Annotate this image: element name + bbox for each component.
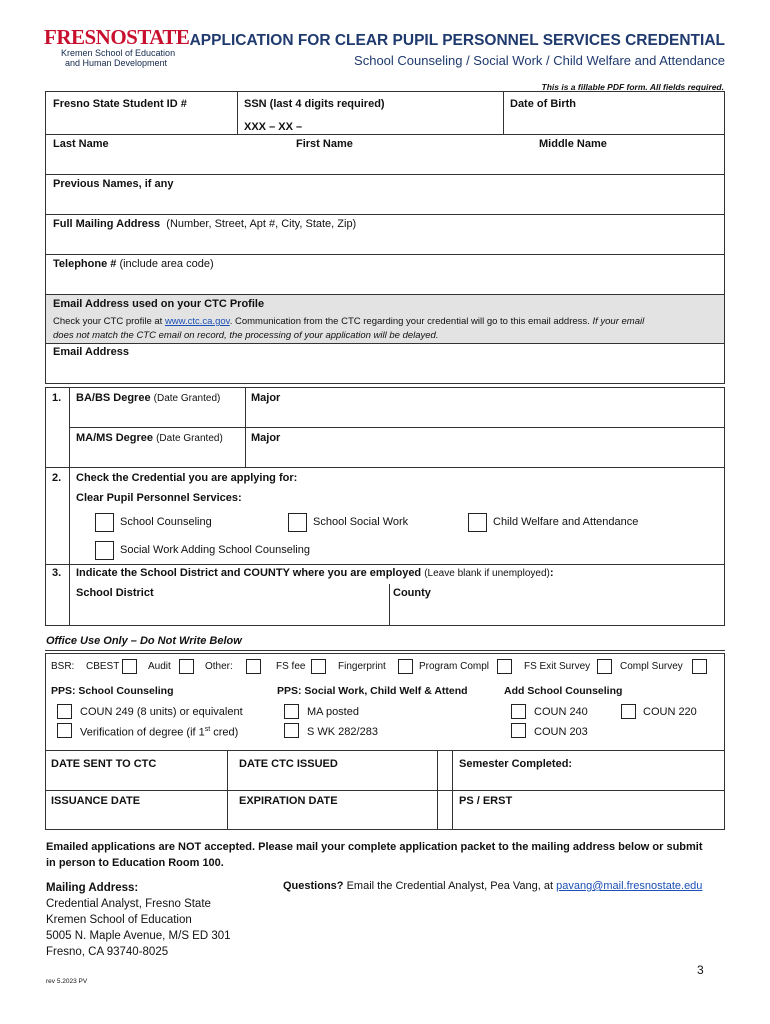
- coun203-label: COUN 203: [534, 726, 588, 738]
- cbest-checkbox[interactable]: [122, 659, 137, 674]
- social-work-adding-checkbox[interactable]: [95, 541, 114, 560]
- coun249-label: COUN 249 (8 units) or equivalent: [80, 706, 243, 718]
- logo-sub2: and Human Development: [65, 58, 168, 68]
- fingerprint-label: Fingerprint: [338, 661, 386, 672]
- revision-note: rev 5.2023 PV: [46, 978, 88, 985]
- email-section-title: Email Address used on your CTC Profile: [53, 298, 265, 310]
- ps-erst-field[interactable]: PS / ERST: [459, 795, 513, 807]
- cbest-label: CBEST: [86, 661, 120, 672]
- verification-checkbox[interactable]: [57, 723, 72, 738]
- major2-field[interactable]: Major: [251, 432, 281, 444]
- address-field[interactable]: [53, 218, 356, 230]
- swk-label: S WK 282/283: [307, 726, 378, 738]
- school-counseling-checkbox[interactable]: [95, 513, 114, 532]
- date-sent-field[interactable]: DATE SENT TO CTC: [51, 758, 157, 770]
- audit-checkbox[interactable]: [179, 659, 194, 674]
- ssn-field[interactable]: SSN (last 4 digits required): [244, 98, 385, 110]
- pps-sc-heading: PPS: School Counseling: [51, 685, 174, 697]
- child-welfare-checkbox[interactable]: [468, 513, 487, 532]
- ba-degree-field[interactable]: BA/BS Degree (Date Granted): [76, 392, 221, 404]
- analyst-email-link[interactable]: pavang@mail.fresnostate.edu: [556, 880, 703, 892]
- school-social-work-label: School Social Work: [313, 516, 409, 528]
- fs-exit-survey-label: FS Exit Survey: [524, 661, 591, 672]
- issuance-date-field[interactable]: ISSUANCE DATE: [51, 795, 141, 807]
- compl-survey-label: Compl Survey: [620, 661, 683, 672]
- child-welfare-label: Child Welfare and Attendance: [493, 516, 639, 528]
- questions: Questions? Email the Credential Analyst, Pea Vang, at pavang@mail.fresnostate.edu: [283, 880, 703, 892]
- coun203-checkbox[interactable]: [511, 723, 526, 738]
- pps-sw-heading: PPS: Social Work, Child Welf & Attend: [277, 685, 468, 697]
- address-hint: (Number, Street, Apt #, City, State, Zip): [166, 218, 357, 230]
- swk-checkbox[interactable]: [284, 723, 299, 738]
- verification-label: Verification of degree (if 1st cred): [80, 726, 239, 739]
- student-id-field[interactable]: Fresno State Student ID #: [53, 98, 187, 110]
- ma-degree-field[interactable]: MA/MS Degree (Date Granted): [76, 432, 223, 444]
- bsr-label: BSR:: [51, 661, 75, 672]
- school-social-work-checkbox[interactable]: [288, 513, 307, 532]
- major1-field[interactable]: Major: [251, 392, 281, 404]
- phone-label: Telephone #: [53, 258, 117, 270]
- section1-number: 1.: [52, 392, 62, 404]
- last-name-field[interactable]: Last Name: [53, 138, 109, 150]
- email-field[interactable]: Email Address: [53, 346, 130, 358]
- office-use-box: [45, 653, 725, 830]
- social-work-adding-label: Social Work Adding School Counseling: [120, 544, 310, 556]
- other-checkbox[interactable]: [246, 659, 261, 674]
- county-field[interactable]: County: [393, 587, 431, 599]
- middle-name-field[interactable]: Middle Name: [539, 138, 607, 150]
- fs-fee-checkbox[interactable]: [311, 659, 326, 674]
- fs-exit-survey-checkbox[interactable]: [597, 659, 612, 674]
- audit-label: Audit: [148, 661, 171, 672]
- semester-field[interactable]: Semester Completed:: [459, 758, 573, 770]
- previous-names-field[interactable]: Previous Names, if any: [53, 178, 174, 190]
- other-label: Other:: [205, 661, 233, 672]
- section3-title: Indicate the School District and COUNTY where you are employed (Leave blank if unemployed):: [76, 567, 554, 579]
- add-sc-heading: Add School Counseling: [504, 685, 623, 697]
- school-counseling-label: School Counseling: [120, 516, 212, 528]
- coun220-checkbox[interactable]: [621, 704, 636, 719]
- phone-field[interactable]: [53, 258, 214, 270]
- date-issued-field[interactable]: DATE CTC ISSUED: [239, 758, 338, 770]
- logo-sub1: Kremen School of Education: [61, 48, 176, 58]
- school-district-field[interactable]: School District: [76, 587, 154, 599]
- office-use-title: Office Use Only – Do Not Write Below: [46, 635, 242, 647]
- program-compl-checkbox[interactable]: [497, 659, 512, 674]
- logo-wordmark: FRESNOSTATE: [44, 25, 190, 49]
- phone-hint: (include area code): [119, 258, 214, 270]
- expiration-date-field[interactable]: EXPIRATION DATE: [239, 795, 338, 807]
- first-name-field[interactable]: First Name: [296, 138, 353, 150]
- ma-posted-checkbox[interactable]: [284, 704, 299, 719]
- mail-notice: Emailed applications are NOT accepted. Please mail your complete application packet to the mailing address below or submit in person to Education Room 100.: [46, 841, 703, 869]
- section2-subtitle: Clear Pupil Personnel Services:: [76, 492, 242, 504]
- ssn-mask: XXX – XX –: [244, 121, 303, 133]
- section2-number: 2.: [52, 472, 62, 484]
- logo: [44, 26, 194, 72]
- fs-fee-label: FS fee: [276, 661, 306, 672]
- program-compl-label: Program Compl: [419, 661, 490, 672]
- compl-survey-checkbox[interactable]: [692, 659, 707, 674]
- email-note: Check your CTC profile at www.ctc.ca.gov. Communication from the CTC regarding your credential will go to this email address. If your email does not match the CTC email on record, the processing of your application will be delayed.: [53, 316, 645, 341]
- address-label: Full Mailing Address: [53, 218, 161, 230]
- page-title: APPLICATION FOR CLEAR PUPIL PERSONNEL SERVICES CREDENTIAL: [189, 32, 725, 49]
- page-subtitle: School Counseling / Social Work / Child Welfare and Attendance: [354, 53, 725, 68]
- section3-number: 3.: [52, 567, 62, 579]
- page-number: 3: [697, 963, 704, 977]
- dob-field[interactable]: Date of Birth: [510, 98, 576, 110]
- ctc-link[interactable]: www.ctc.ca.gov: [164, 316, 230, 327]
- mailing-address: Mailing Address: Credential Analyst, Fresno State Kremen School of Education 5005 N. Maple Avenue, M/S ED 301 Fresno, CA 93740-8025: [46, 882, 231, 958]
- coun240-label: COUN 240: [534, 706, 588, 718]
- ma-posted-label: MA posted: [307, 706, 359, 718]
- fingerprint-checkbox[interactable]: [398, 659, 413, 674]
- fillable-note: This is a fillable PDF form. All fields required.: [541, 82, 724, 92]
- coun249-checkbox[interactable]: [57, 704, 72, 719]
- section2-title: Check the Credential you are applying for:: [76, 472, 298, 484]
- coun220-label: COUN 220: [643, 706, 697, 718]
- coun240-checkbox[interactable]: [511, 704, 526, 719]
